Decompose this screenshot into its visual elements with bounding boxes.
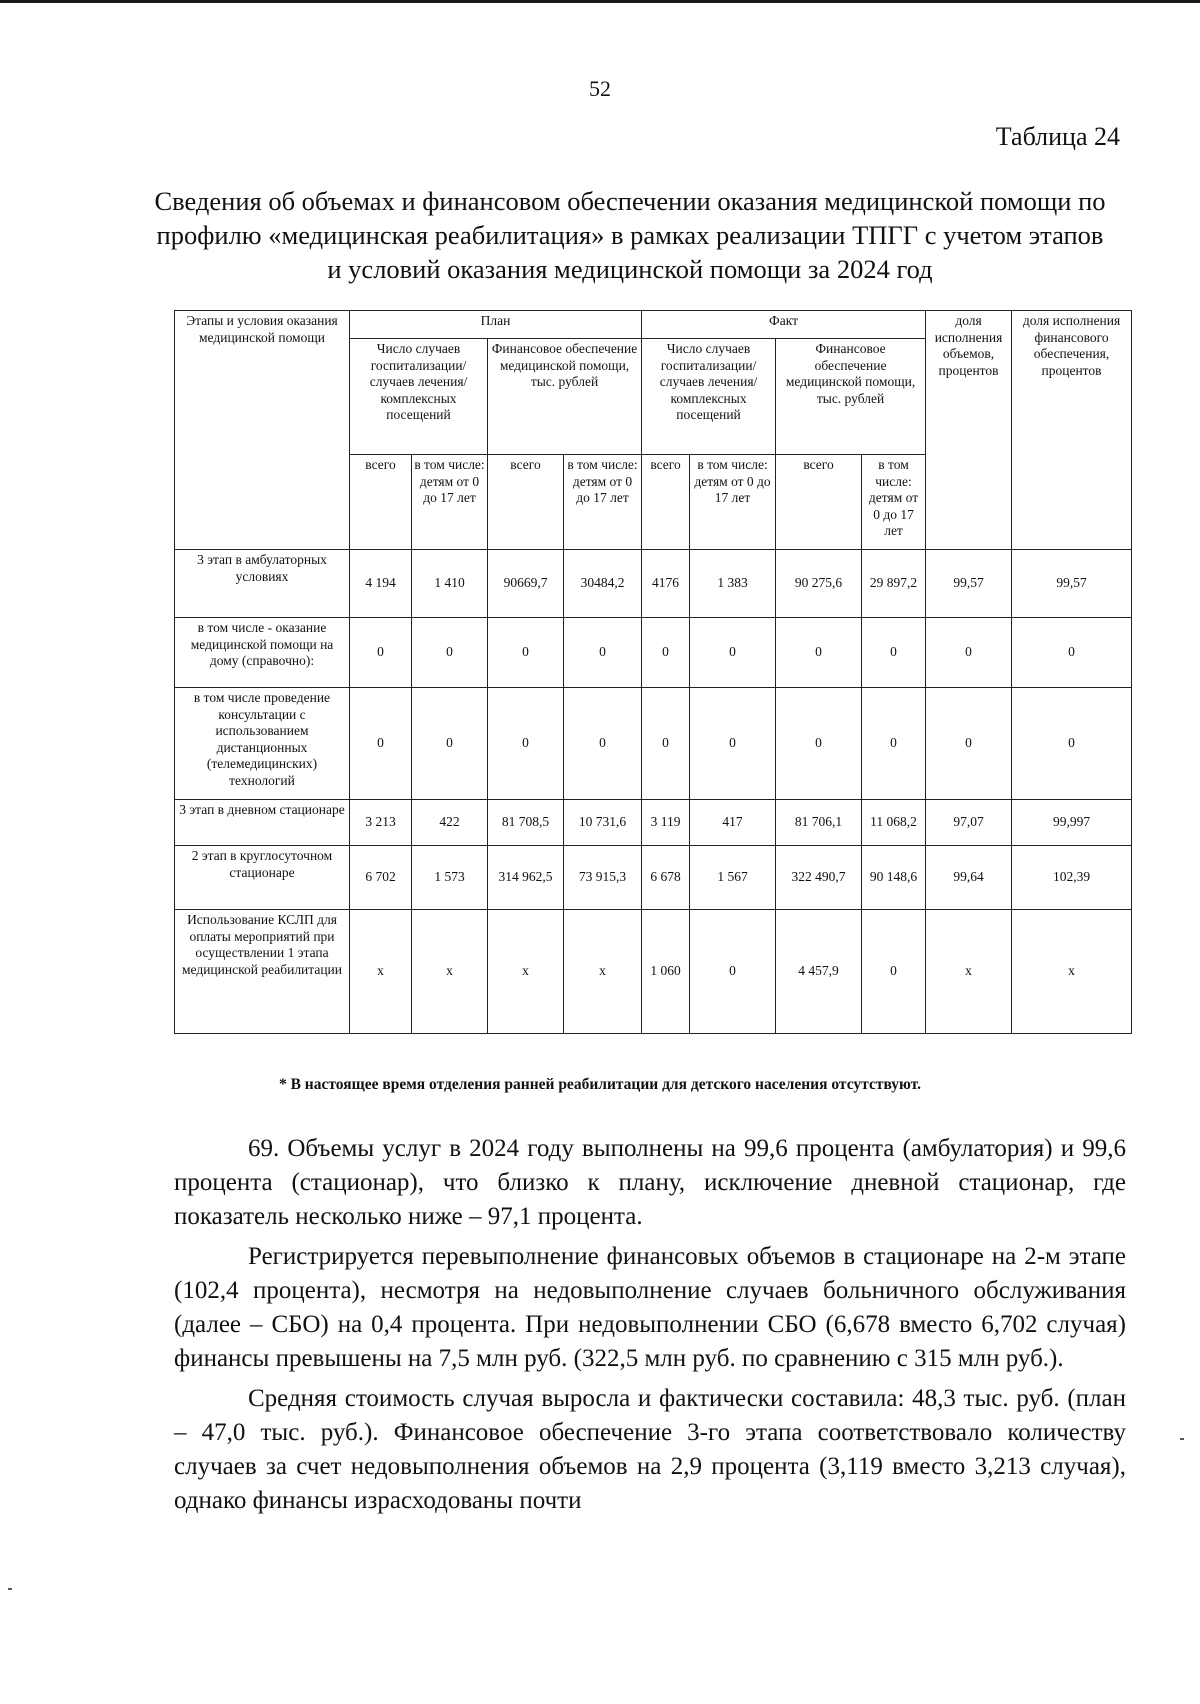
header-plan-finance: Финансовое обеспечение медицинской помощи, тыс. рублей (488, 339, 642, 455)
table-cell: 102,39 (1012, 846, 1132, 910)
table-cell: 0 (776, 618, 862, 688)
table-label: Таблица 24 (995, 122, 1120, 151)
table-cell: 30484,2 (564, 550, 642, 618)
header-fact-finance-children: в том числе: детям от 0 до 17 лет (862, 455, 926, 550)
paragraph: Средняя стоимость случая выросла и фактически составила: 48,3 тыс. руб. (план – 47,0 тыс. руб.). Финансовое обеспечение 3-го этапа соответствовало количеству случаев за счет недовыполнения объемов на 2,9 процента (3,119 вместо 3,213 случая), однако финансы израсходованы почти (174, 1385, 1126, 1514)
body-text (174, 1132, 1126, 1524)
header-plan-finance-total: всего (488, 455, 564, 550)
table-cell: 3 213 (350, 800, 412, 846)
table-cell: 422 (412, 800, 488, 846)
table-cell: 0 (926, 688, 1012, 800)
paragraph: Регистрируется перевыполнение финансовых объемов в стационаре на 2-м этапе (102,4 процента), несмотря на недовыполнение случаев больничного обслуживания (далее – СБО) на 0,4 процента. При недовыполнении СБО (6,678 вместо 6,702 случая) финансы превышены на 7,5 млн руб. (322,5 млн руб. по сравнению с 315 млн руб.). (174, 1243, 1126, 1372)
table-cell: 90669,7 (488, 550, 564, 618)
header-plan-cases-total: всего (350, 455, 412, 550)
table-cell: 90 148,6 (862, 846, 926, 910)
header-finance-share: доля исполнения финансового обеспечения, процентов (1012, 311, 1132, 550)
table-cell: 0 (1012, 688, 1132, 800)
table-cell: 1 060 (642, 910, 690, 1034)
header-plan-cases-children: в том числе: детям от 0 до 17 лет (412, 455, 488, 550)
table-cell: 6 678 (642, 846, 690, 910)
table-cell: 4176 (642, 550, 690, 618)
table-cell: 1 573 (412, 846, 488, 910)
table-row (175, 550, 1132, 618)
table-cell: 0 (1012, 618, 1132, 688)
table-row (175, 688, 1132, 800)
table-cell: 0 (412, 618, 488, 688)
table-cell: 81 706,1 (776, 800, 862, 846)
table-cell: 99,57 (926, 550, 1012, 618)
table-cell: 417 (690, 800, 776, 846)
table-cell: 1 383 (690, 550, 776, 618)
table-cell: 0 (690, 910, 776, 1034)
header-stage: Этапы и условия оказания медицинской помощи (175, 311, 350, 550)
table-cell: 0 (564, 618, 642, 688)
header-volume-share: доля исполнения объемов, процентов (926, 311, 1012, 550)
row-label: в том числе - оказание медицинской помощи на дому (справочно): (175, 618, 350, 688)
table-body (175, 550, 1132, 1034)
table-cell: 3 119 (642, 800, 690, 846)
header-fact-finance: Финансовое обеспечение медицинской помощи, тыс. рублей (776, 339, 926, 455)
table-cell: 0 (488, 618, 564, 688)
header-fact-cases-total: всего (642, 455, 690, 550)
table-cell: 10 731,6 (564, 800, 642, 846)
table-cell: x (564, 910, 642, 1034)
row-label: 2 этап в круглосуточном стационаре (175, 846, 350, 910)
table-cell: 0 (926, 618, 1012, 688)
table-cell: 0 (642, 618, 690, 688)
table-cell: 0 (412, 688, 488, 800)
scan-edge-line (0, 0, 1200, 3)
table-cell: 0 (862, 618, 926, 688)
table-cell: 0 (350, 618, 412, 688)
row-label: в том числе проведение консультации с использованием дистанционных (телемедицинских) технологий (175, 688, 350, 800)
table-cell: 99,57 (1012, 550, 1132, 618)
table-cell: 4 457,9 (776, 910, 862, 1034)
table-cell: 73 915,3 (564, 846, 642, 910)
scan-speck (1180, 1438, 1184, 1440)
footnote: * В настоящее время отделения ранней реабилитации для детского населения отсутствуют. (278, 1076, 922, 1093)
table-row (175, 846, 1132, 910)
header-fact-cases-children: в том числе: детям от 0 до 17 лет (690, 455, 776, 550)
table-cell: 0 (642, 688, 690, 800)
table-cell: 314 962,5 (488, 846, 564, 910)
table-cell: 99,64 (926, 846, 1012, 910)
page-number: 52 (589, 76, 611, 101)
table-cell: 11 068,2 (862, 800, 926, 846)
table-cell: 0 (350, 688, 412, 800)
header-plan-finance-children: в том числе: детям от 0 до 17 лет (564, 455, 642, 550)
header-plan-cases: Число случаев госпитализации/ случаев лечения/ комплексных посещений (350, 339, 488, 455)
table-cell: 6 702 (350, 846, 412, 910)
table-row (175, 800, 1132, 846)
table-cell: 0 (776, 688, 862, 800)
table-cell: 0 (488, 688, 564, 800)
table-cell: 99,997 (1012, 800, 1132, 846)
table-cell: 90 275,6 (776, 550, 862, 618)
table-cell: x (926, 910, 1012, 1034)
table-cell: 1 567 (690, 846, 776, 910)
row-label: 3 этап в амбулаторных условиях (175, 550, 350, 618)
rehabilitation-table (174, 310, 1132, 1034)
scan-speck (8, 1588, 12, 1590)
header-fact-cases: Число случаев госпитализации/ случаев лечения/ комплексных посещений (642, 339, 776, 455)
table-cell: 0 (564, 688, 642, 800)
table-row (175, 618, 1132, 688)
header-fact: Факт (642, 311, 926, 339)
table-cell: 0 (690, 688, 776, 800)
table-cell: 0 (862, 688, 926, 800)
table-cell: 4 194 (350, 550, 412, 618)
table-cell: 97,07 (926, 800, 1012, 846)
paragraph: 69. Объемы услуг в 2024 году выполнены на 99,6 процента (амбулатория) и 99,6 процента (стационар), что близко к плану, исключение дневной стационар, где показатель несколько ниже – 97,1 процента. (174, 1135, 1126, 1230)
table-cell: x (1012, 910, 1132, 1034)
table-cell: 322 490,7 (776, 846, 862, 910)
table-cell: 0 (862, 910, 926, 1034)
table-cell: x (488, 910, 564, 1034)
document-title: Сведения об объемах и финансовом обеспечении оказания медицинской помощи по профилю «медицинская реабилитация» в рамках реализации ТПГГ с учетом этапов и условий оказания медицинской помощи за 2024 год (154, 186, 1106, 284)
table-cell: 29 897,2 (862, 550, 926, 618)
row-label: 3 этап в дневном стационаре (175, 800, 350, 846)
table-cell: x (412, 910, 488, 1034)
table-row (175, 910, 1132, 1034)
row-label: Использование КСЛП для оплаты мероприятий при осуществлении 1 этапа медицинской реабилитации (175, 910, 350, 1034)
table-cell: 1 410 (412, 550, 488, 618)
header-plan: План (350, 311, 642, 339)
table-cell: x (350, 910, 412, 1034)
table-cell: 0 (690, 618, 776, 688)
table-cell: 81 708,5 (488, 800, 564, 846)
header-fact-finance-total: всего (776, 455, 862, 550)
